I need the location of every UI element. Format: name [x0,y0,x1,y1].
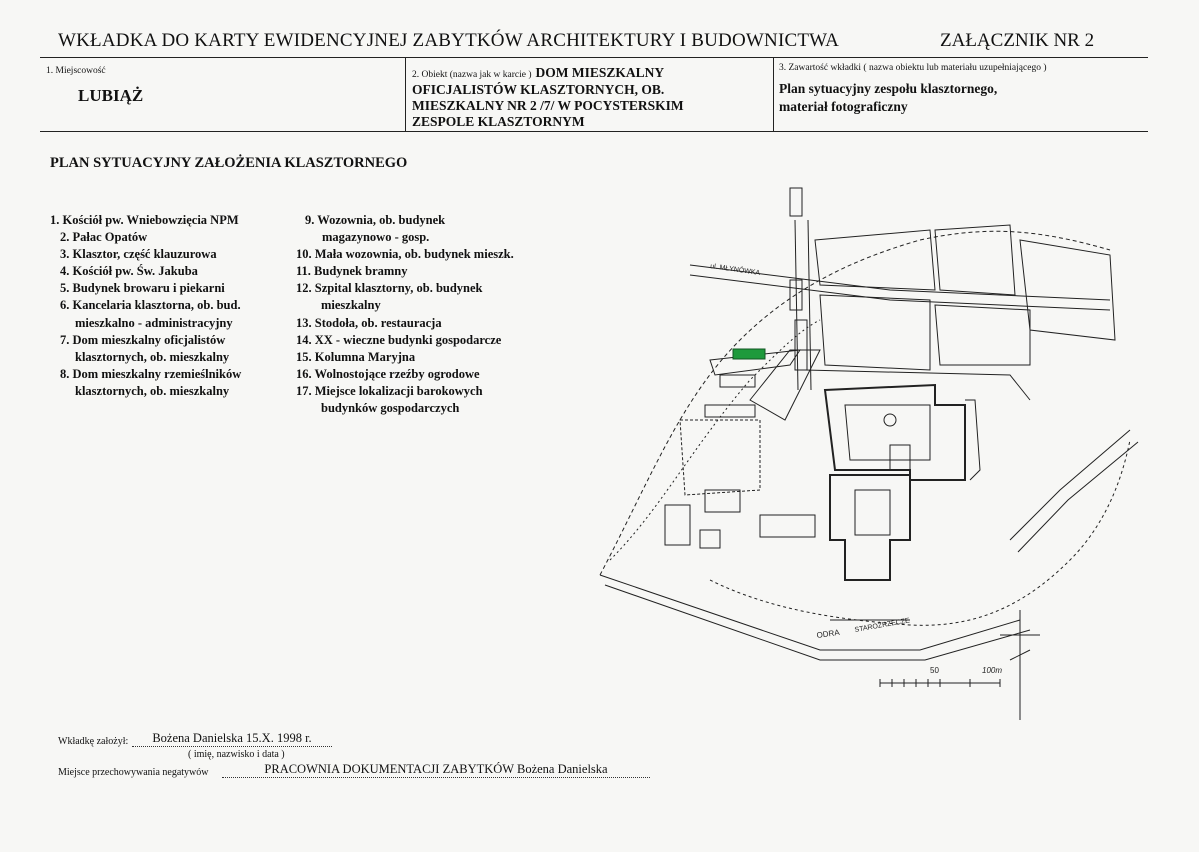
legend-item-12: 12. Szpital klasztorny, ob. budynek [296,281,483,296]
legend-item-14: 14. XX - wieczne budynki gospodarcze [296,332,502,347]
plan-title: PLAN SYTUACYJNY ZAŁOŻENIA KLASZTORNEGO [50,155,408,171]
legend-item-6-cont: mieszkalno - administracyjny [75,315,233,330]
founded-hint: ( imię, nazwisko i data ) [188,749,285,760]
legend-item-7: 7. Dom mieszkalny oficjalistów [60,332,226,347]
highlighted-building-7 [733,349,765,359]
plot-4 [820,295,930,370]
legend-left [50,212,241,400]
legend-item-15: 15. Kolumna Maryjna [296,349,416,364]
map-label-starorzecze: STAROŻRZECZE [854,617,911,634]
legend-item-6: 6. Kancelaria klasztorna, ob. bud. [60,298,241,313]
content-label: 3. Zawartość wkładki ( nazwa obiektu lub materiału uzupełniającego ) [779,63,1047,73]
legend-item-12-cont: mieszkalny [321,298,381,313]
building-6 [720,375,755,387]
legend-right [296,212,514,417]
garden-circle [884,414,896,426]
courtyard-west [680,420,760,495]
header-bottom-rule [40,131,1148,132]
site-plan-map [590,180,1150,720]
monastery-courtyard [855,490,890,535]
map-label-odra: ODRA [816,627,841,640]
legend-item-17: 17. Miejsce lokalizacji barokowych [296,383,483,398]
storage-value: PRACOWNIA DOKUMENTACJI ZABYTKÓW Bożena Danielska [222,762,650,778]
map-label-street: ul. MŁYNÓWKA [709,263,761,277]
legend-item-10: 10. Mała wozownia, ob. budynek mieszk. [296,247,514,262]
river-edge-2 [1018,442,1138,552]
building-north [790,188,802,216]
north-arrow [1010,610,1030,720]
river-edge [1010,430,1130,540]
connector-wing [890,445,910,470]
road-north-b [808,220,811,390]
document-title: WKŁADKA DO KARTY EWIDENCYJNEJ ZABYTKÓW ARCHITEKTURY I BUDOWNICTWA [58,30,840,51]
boundary-south [710,440,1130,625]
building-small-c [700,530,720,548]
legend-item-17-cont: budynków gospodarczych [321,401,460,416]
scale-label-100: 100m [982,666,1003,675]
object-field [412,64,772,130]
legend-item-9-cont: magazynowo - gosp. [322,230,430,245]
plot-2 [935,225,1015,295]
founded-value: Bożena Danielska 15.X. 1998 r. [132,731,332,747]
road-west [750,350,820,420]
church-building [825,385,965,480]
founded-label: Wkładkę założył: [58,736,129,747]
legend-item-13: 13. Stodoła, ob. restauracja [296,315,442,330]
content-value-line-1: Plan sytuacyjny zespołu klasztornego, [779,81,998,96]
street-mlynowka-b [690,275,1110,310]
building-small-b [665,505,690,545]
legend-item-2: 2. Pałac Opatów [60,230,148,245]
header-divider-2 [773,57,774,132]
legend-item-5: 5. Budynek browaru i piekarni [60,281,225,296]
header-divider-1 [405,57,406,132]
building-9 [760,515,815,537]
legend-item-7-cont: klasztornych, ob. mieszkalny [75,349,230,364]
plot-5 [935,305,1030,365]
boundary-west [610,320,820,560]
storage-label: Miejsce przechowywania negatywów [58,767,209,778]
legend-item-16: 16. Wolnostojące rzeźby ogrodowe [296,366,480,381]
plot-3 [1020,240,1115,340]
monastery-building [830,475,910,580]
content-value-line-2: materiał fotograficzny [779,99,908,114]
object-label: 2. Obiekt (nazwa jak w karcie ) [412,70,532,80]
legend-item-3: 3. Klasztor, część klauzurowa [60,247,217,262]
object-value-line-4: ZESPOLE KLASZTORNYM [412,114,585,129]
header-top-rule [40,57,1148,58]
legend-item-11: 11. Budynek bramny [296,264,408,279]
object-value-line-2: OFICJALISTÓW KLASZTORNYCH, OB. [412,82,665,97]
church-inner [845,405,930,460]
annex-number: ZAŁĄCZNIK NR 2 [940,30,1095,51]
locality-value: LUBIĄŻ [78,86,144,105]
legend-item-9: 9. Wozownia, ob. budynek [305,213,446,227]
object-value-line-3: MIESZKALNY NR 2 /7/ W POCYSTERSKIM [412,98,684,113]
locality-label: 1. Miejscowość [46,66,106,76]
scale-label-50: 50 [930,666,939,675]
legend-item-8: 8. Dom mieszkalny rzemieślników [60,366,242,381]
legend-item-4: 4. Kościół pw. Św. Jakuba [60,264,198,279]
legend-item-8-cont: klasztornych, ob. mieszkalny [75,383,230,398]
building-8 [705,405,755,417]
legend-item-1: 1. Kościół pw. Wniebowzięcia NPM [50,213,239,227]
church-wing [965,400,980,480]
road-south [600,575,1020,650]
plot-1 [815,230,935,290]
scale-bar [880,679,1000,687]
building-small-a [705,490,740,512]
object-value-line-1: DOM MIESZKALNY [535,65,665,80]
